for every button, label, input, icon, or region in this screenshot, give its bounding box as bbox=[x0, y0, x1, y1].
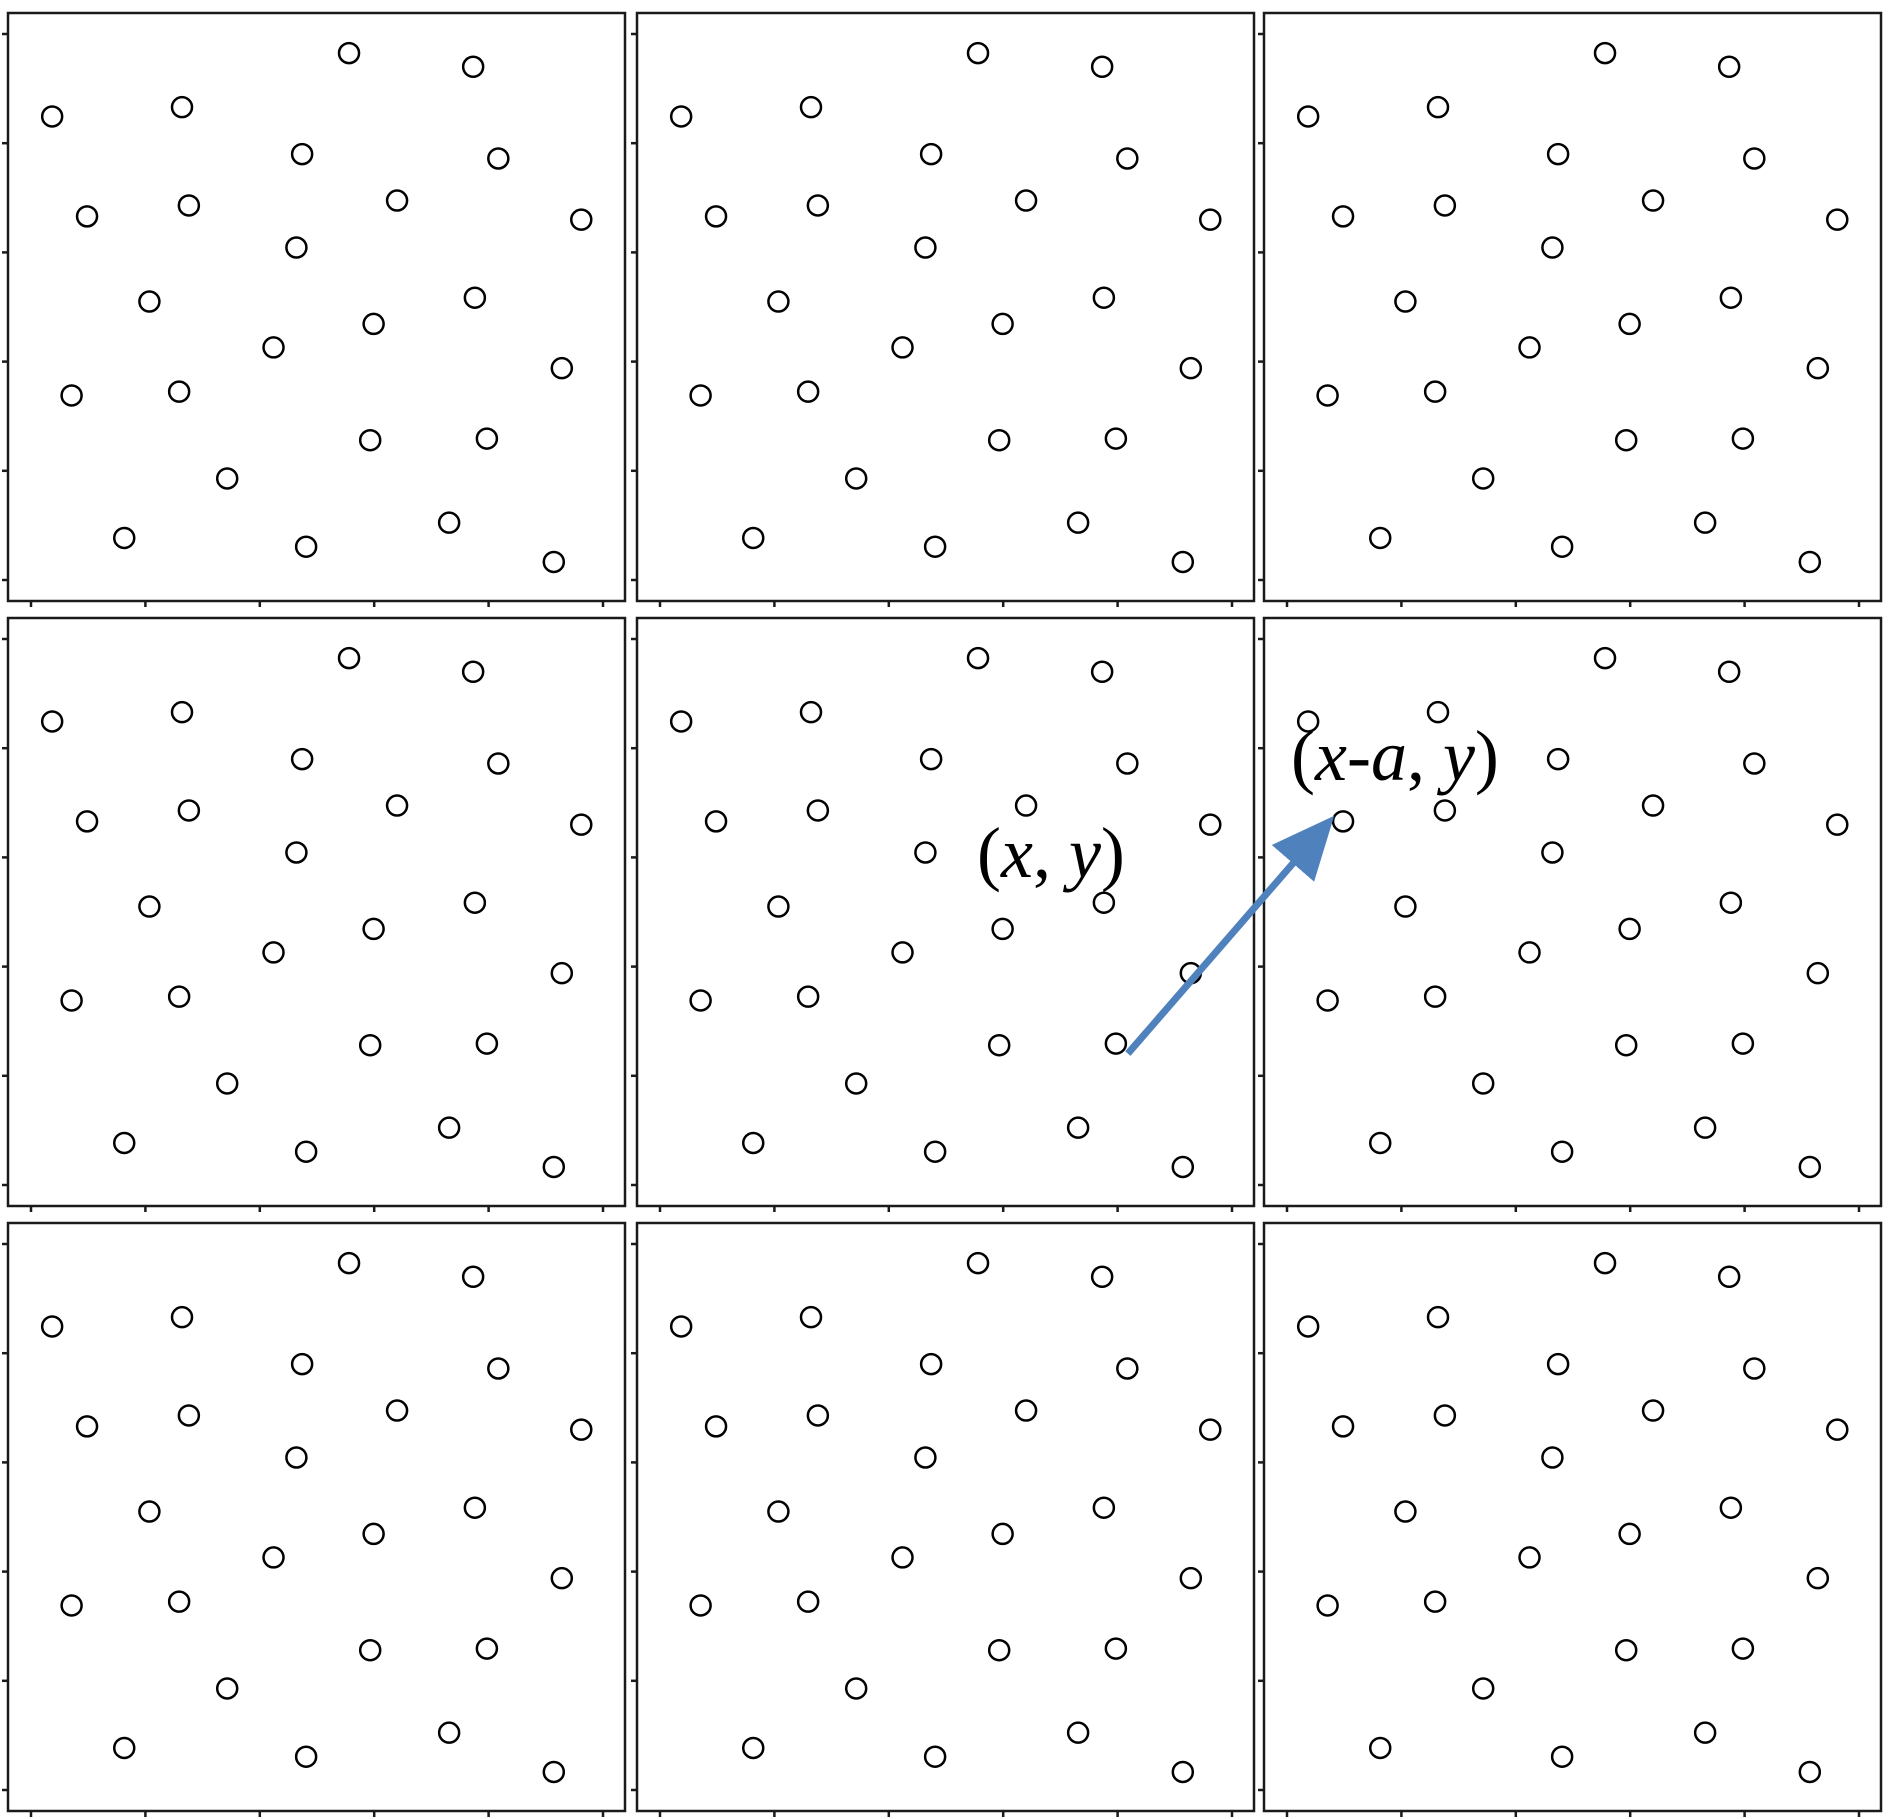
particle bbox=[42, 1316, 62, 1336]
particle bbox=[465, 1498, 485, 1518]
particle bbox=[968, 1253, 988, 1273]
particle bbox=[1695, 513, 1715, 533]
image-cell-r0-c1 bbox=[631, 13, 1254, 607]
particle bbox=[1595, 648, 1615, 668]
target-coordinate-label bbox=[1291, 716, 1499, 796]
particle bbox=[1068, 1118, 1088, 1138]
particle bbox=[364, 1524, 384, 1544]
particle bbox=[1173, 1762, 1193, 1782]
particle bbox=[1435, 800, 1455, 820]
particle bbox=[1721, 1498, 1741, 1518]
particle bbox=[139, 1502, 159, 1522]
particle bbox=[1620, 919, 1640, 939]
particle bbox=[264, 942, 284, 962]
particle bbox=[1808, 1568, 1828, 1588]
particle bbox=[62, 990, 82, 1010]
central-cell bbox=[631, 618, 1254, 1212]
particle bbox=[801, 702, 821, 722]
particle bbox=[296, 537, 316, 557]
cell-frame bbox=[8, 1223, 625, 1811]
particle bbox=[1800, 552, 1820, 572]
particle bbox=[1719, 1267, 1739, 1287]
particle bbox=[1616, 430, 1636, 450]
particle bbox=[571, 1420, 591, 1440]
particle bbox=[671, 1316, 691, 1336]
particle bbox=[439, 513, 459, 533]
translation-arrow bbox=[1128, 826, 1325, 1053]
particle bbox=[1520, 942, 1540, 962]
particle bbox=[552, 963, 572, 983]
target-label-x: x bbox=[1314, 716, 1347, 796]
target-label-sep: , bbox=[1406, 716, 1443, 796]
particle bbox=[62, 1595, 82, 1615]
particle bbox=[463, 1267, 483, 1287]
image-cell-r0-c0 bbox=[2, 13, 625, 607]
particle bbox=[989, 1035, 1009, 1055]
particle bbox=[552, 1568, 572, 1588]
cell-frame bbox=[1264, 1223, 1881, 1811]
particle bbox=[1473, 1678, 1493, 1698]
particle bbox=[465, 893, 485, 913]
particle bbox=[1616, 1035, 1636, 1055]
cell-frame bbox=[637, 13, 1254, 601]
particle bbox=[691, 385, 711, 405]
particle bbox=[1548, 144, 1568, 164]
particle bbox=[1520, 337, 1540, 357]
particle bbox=[1173, 1157, 1193, 1177]
particle bbox=[1117, 753, 1137, 773]
particle bbox=[172, 702, 192, 722]
particle bbox=[925, 1747, 945, 1767]
image-cell-r0-c2 bbox=[1258, 13, 1881, 607]
particle bbox=[768, 1502, 788, 1522]
particle bbox=[1200, 815, 1220, 835]
particle bbox=[552, 358, 572, 378]
particle bbox=[1435, 195, 1455, 215]
particle bbox=[1092, 57, 1112, 77]
particle bbox=[1094, 893, 1114, 913]
particle bbox=[544, 1157, 564, 1177]
particle bbox=[1800, 1762, 1820, 1782]
particle bbox=[893, 1547, 913, 1567]
particle bbox=[1016, 1401, 1036, 1421]
particle bbox=[993, 919, 1013, 939]
particle bbox=[846, 468, 866, 488]
particle bbox=[139, 897, 159, 917]
particle bbox=[1733, 1034, 1753, 1054]
particle bbox=[1800, 1157, 1820, 1177]
particle bbox=[921, 144, 941, 164]
particle bbox=[691, 1595, 711, 1615]
particle bbox=[1117, 1358, 1137, 1378]
particle bbox=[1333, 1416, 1353, 1436]
particle bbox=[1548, 749, 1568, 769]
particle bbox=[1092, 1267, 1112, 1287]
particle bbox=[968, 43, 988, 63]
source-label-sep: , bbox=[1032, 813, 1069, 893]
particle bbox=[1106, 1639, 1126, 1659]
particle bbox=[571, 815, 591, 835]
particle bbox=[77, 1416, 97, 1436]
particle bbox=[1744, 1358, 1764, 1378]
particle bbox=[989, 1640, 1009, 1660]
particle bbox=[1595, 43, 1615, 63]
particle bbox=[1318, 990, 1338, 1010]
particle bbox=[1435, 1405, 1455, 1425]
particle bbox=[1552, 1142, 1572, 1162]
particle bbox=[1552, 1747, 1572, 1767]
particle bbox=[360, 430, 380, 450]
particle bbox=[387, 1401, 407, 1421]
particle bbox=[1395, 897, 1415, 917]
particle bbox=[1473, 468, 1493, 488]
particle bbox=[77, 811, 97, 831]
particle bbox=[217, 468, 237, 488]
target-label-a: a bbox=[1370, 716, 1407, 796]
particle bbox=[1068, 1723, 1088, 1743]
particle bbox=[217, 1678, 237, 1698]
particle bbox=[217, 1073, 237, 1093]
particle bbox=[925, 537, 945, 557]
particle bbox=[488, 1358, 508, 1378]
particle bbox=[808, 195, 828, 215]
particle bbox=[387, 191, 407, 211]
particle bbox=[993, 314, 1013, 334]
particle bbox=[743, 1738, 763, 1758]
particle bbox=[286, 842, 306, 862]
particle bbox=[1370, 1738, 1390, 1758]
particle bbox=[544, 552, 564, 572]
particle bbox=[1643, 796, 1663, 816]
particle bbox=[1827, 1420, 1847, 1440]
particle bbox=[1744, 148, 1764, 168]
particle bbox=[488, 148, 508, 168]
image-cell-r2-c1 bbox=[631, 1223, 1254, 1817]
particle bbox=[1200, 1420, 1220, 1440]
particle bbox=[801, 1307, 821, 1327]
particle bbox=[364, 314, 384, 334]
image-cell-r1-c0 bbox=[2, 618, 625, 1212]
particle bbox=[808, 1405, 828, 1425]
particle bbox=[1744, 753, 1764, 773]
particle bbox=[286, 237, 306, 257]
cell-frame bbox=[8, 13, 625, 601]
particle bbox=[1370, 1133, 1390, 1153]
particle bbox=[1595, 1253, 1615, 1273]
particle bbox=[571, 210, 591, 230]
particle bbox=[1092, 662, 1112, 682]
particle bbox=[286, 1447, 306, 1467]
cell-frame bbox=[1264, 618, 1881, 1206]
particle bbox=[921, 1354, 941, 1374]
particle bbox=[1827, 815, 1847, 835]
particle bbox=[846, 1073, 866, 1093]
particle bbox=[1016, 191, 1036, 211]
particle bbox=[1181, 358, 1201, 378]
source-label-open: ( bbox=[977, 813, 1001, 893]
source-label-close: ) bbox=[1100, 813, 1125, 893]
particle bbox=[1428, 1307, 1448, 1327]
particle bbox=[1068, 513, 1088, 533]
particle bbox=[339, 648, 359, 668]
particle bbox=[1552, 537, 1572, 557]
particle bbox=[743, 528, 763, 548]
particle bbox=[1425, 382, 1445, 402]
particle bbox=[264, 1547, 284, 1567]
particle bbox=[1719, 57, 1739, 77]
particle bbox=[1181, 1568, 1201, 1588]
particle bbox=[1827, 210, 1847, 230]
particle bbox=[893, 942, 913, 962]
particle bbox=[169, 382, 189, 402]
cell-frame bbox=[637, 1223, 1254, 1811]
particle bbox=[1695, 1118, 1715, 1138]
particle bbox=[1425, 987, 1445, 1007]
particle bbox=[296, 1747, 316, 1767]
particle bbox=[921, 749, 941, 769]
particle bbox=[1200, 210, 1220, 230]
particle bbox=[296, 1142, 316, 1162]
particle bbox=[179, 195, 199, 215]
particle bbox=[1473, 1073, 1493, 1093]
particle bbox=[169, 987, 189, 1007]
particle bbox=[292, 749, 312, 769]
particle bbox=[264, 337, 284, 357]
particle bbox=[1106, 1034, 1126, 1054]
particle bbox=[993, 1524, 1013, 1544]
particle bbox=[925, 1142, 945, 1162]
particle bbox=[477, 1034, 497, 1054]
particle bbox=[1808, 358, 1828, 378]
particle bbox=[768, 897, 788, 917]
particle bbox=[989, 430, 1009, 450]
particle bbox=[743, 1133, 763, 1153]
particle bbox=[1808, 963, 1828, 983]
particle bbox=[798, 382, 818, 402]
translation-annotation bbox=[977, 716, 1499, 1054]
particle bbox=[360, 1035, 380, 1055]
particle bbox=[893, 337, 913, 357]
source-coordinate-label bbox=[977, 813, 1125, 893]
particle bbox=[172, 1307, 192, 1327]
image-cell-r2-c0 bbox=[2, 1223, 625, 1817]
particle bbox=[439, 1118, 459, 1138]
particle bbox=[172, 97, 192, 117]
image-cell-r1-c2 bbox=[1258, 618, 1881, 1212]
particle bbox=[1542, 237, 1562, 257]
particle bbox=[1370, 528, 1390, 548]
particle bbox=[360, 1640, 380, 1660]
cell-frame bbox=[637, 618, 1254, 1206]
cell-frame bbox=[1264, 13, 1881, 601]
particle bbox=[1620, 314, 1640, 334]
particle bbox=[1520, 1547, 1540, 1567]
particle bbox=[169, 1592, 189, 1612]
particle bbox=[968, 648, 988, 668]
particle bbox=[179, 800, 199, 820]
particle bbox=[1395, 1502, 1415, 1522]
particle bbox=[1695, 1723, 1715, 1743]
particle bbox=[339, 1253, 359, 1273]
particle bbox=[1733, 429, 1753, 449]
particle bbox=[1298, 1316, 1318, 1336]
target-label-close: ) bbox=[1474, 716, 1499, 796]
particle bbox=[139, 292, 159, 312]
particle bbox=[292, 144, 312, 164]
particle bbox=[42, 711, 62, 731]
particle bbox=[1721, 288, 1741, 308]
particle bbox=[1428, 97, 1448, 117]
particle bbox=[1173, 552, 1193, 572]
particle bbox=[1094, 288, 1114, 308]
particle bbox=[1117, 148, 1137, 168]
particle bbox=[1298, 106, 1318, 126]
particle bbox=[1318, 1595, 1338, 1615]
particle bbox=[1333, 206, 1353, 226]
particle bbox=[1094, 1498, 1114, 1518]
particle bbox=[1542, 1447, 1562, 1467]
particle bbox=[477, 429, 497, 449]
particle bbox=[1106, 429, 1126, 449]
particle bbox=[1395, 292, 1415, 312]
cell-grid bbox=[2, 13, 1881, 1817]
particle bbox=[1721, 893, 1741, 913]
particle bbox=[114, 1738, 134, 1758]
particle bbox=[477, 1639, 497, 1659]
particle bbox=[798, 1592, 818, 1612]
particle bbox=[1333, 811, 1353, 831]
target-label-y: y bbox=[1442, 716, 1475, 796]
particle bbox=[808, 800, 828, 820]
particle bbox=[544, 1762, 564, 1782]
particle bbox=[671, 711, 691, 731]
particle bbox=[706, 811, 726, 831]
particle bbox=[488, 753, 508, 773]
particle bbox=[114, 528, 134, 548]
particle bbox=[463, 57, 483, 77]
particle bbox=[1425, 1592, 1445, 1612]
particle bbox=[339, 43, 359, 63]
particle bbox=[915, 237, 935, 257]
particle bbox=[691, 990, 711, 1010]
particle bbox=[292, 1354, 312, 1374]
particle bbox=[1643, 1401, 1663, 1421]
target-label-open: ( bbox=[1291, 716, 1315, 796]
particle bbox=[114, 1133, 134, 1153]
source-label-x: x bbox=[1000, 813, 1033, 893]
particle bbox=[801, 97, 821, 117]
particle bbox=[915, 842, 935, 862]
image-cell-r2-c2 bbox=[1258, 1223, 1881, 1817]
particle bbox=[1542, 842, 1562, 862]
particle bbox=[42, 106, 62, 126]
particle bbox=[179, 1405, 199, 1425]
particle bbox=[671, 106, 691, 126]
particle bbox=[846, 1678, 866, 1698]
particle bbox=[387, 796, 407, 816]
particle bbox=[1620, 1524, 1640, 1544]
particle bbox=[1719, 662, 1739, 682]
particle bbox=[463, 662, 483, 682]
particle bbox=[439, 1723, 459, 1743]
particle bbox=[706, 206, 726, 226]
particle bbox=[915, 1447, 935, 1467]
particle bbox=[1548, 1354, 1568, 1374]
particle bbox=[465, 288, 485, 308]
particle bbox=[1643, 191, 1663, 211]
particle bbox=[1318, 385, 1338, 405]
particle bbox=[798, 987, 818, 1007]
particle bbox=[364, 919, 384, 939]
cell-frame bbox=[8, 618, 625, 1206]
source-label-y: y bbox=[1068, 813, 1101, 893]
particle bbox=[1616, 1640, 1636, 1660]
target-label-minus: - bbox=[1346, 716, 1371, 796]
particle bbox=[77, 206, 97, 226]
particle bbox=[1733, 1639, 1753, 1659]
particle bbox=[706, 1416, 726, 1436]
particle bbox=[62, 385, 82, 405]
particle bbox=[768, 292, 788, 312]
